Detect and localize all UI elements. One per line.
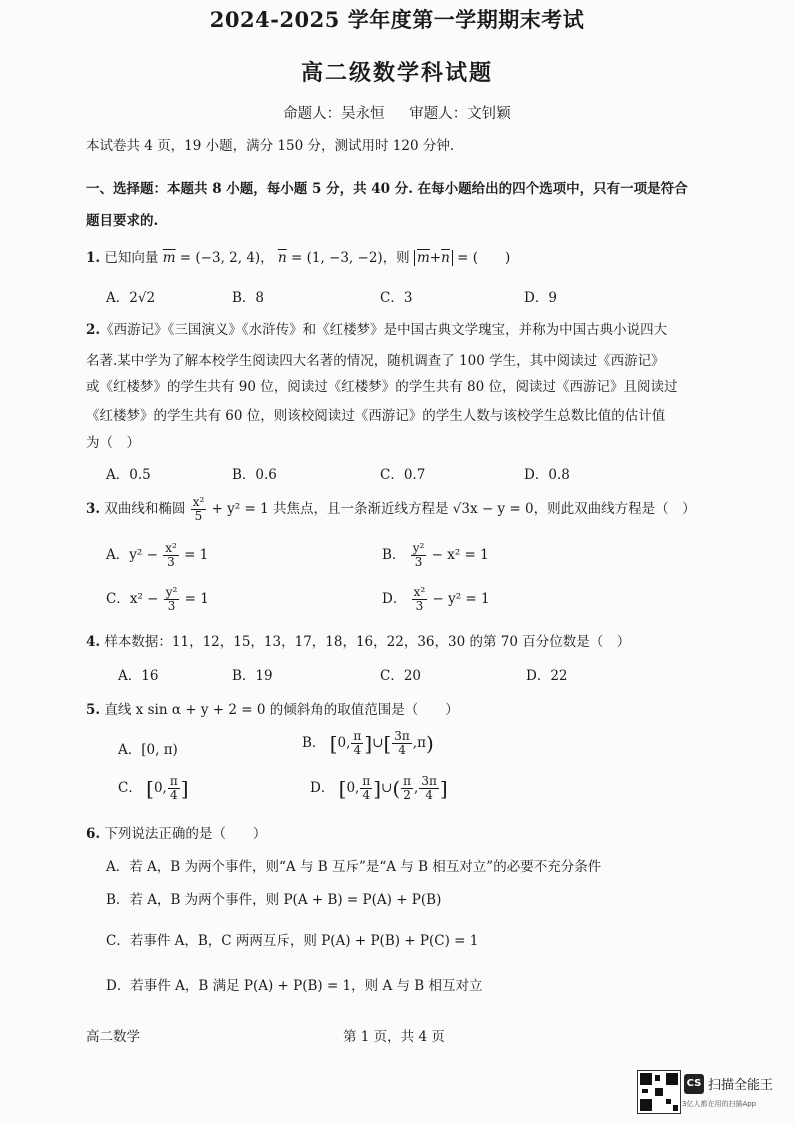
q3-c-pre: x² − [129,591,159,607]
q3-c-num: y² [165,585,178,599]
q6-number: 6. [86,826,101,842]
q5-option-d: D． [0, $\frac{\pi}{4}$ ]∪( $\frac{\pi}{2}$ , $\frac{3\pi}{4}$ ] [310,774,448,802]
q5-c-zero: 0 [153,780,163,796]
q5-d-f3-num: 3π [421,774,437,788]
camscanner-logo: CS [684,1074,704,1094]
camscanner-tagline: 3亿人都在用的扫描App [682,1100,757,1108]
q4-text: 样本数据：11，12，15，13，17，18，16，22，36，30 的第 70 百分位数是（ ） [104,634,631,650]
q5-d-f2-den: 2 [403,788,411,802]
q5-text: 直线 x sin α + y + 2 = 0 的倾斜角的取值范围是（ ） [104,702,459,718]
q3-d-den: 3 [415,599,424,613]
q5-d-frac-1 [360,775,372,802]
q2-number: 2. [86,322,101,338]
q3-d-post: − y² = 1 [432,591,490,607]
q2-line-1: 《西游记》《三国演义》《水浒传》和《红楼梦》是中国古典文学瑰宝，并称为中国古典小说四大 [100,322,668,338]
q1-text-a: 已知向量 [104,250,159,266]
q5-b-pi: π [417,735,426,751]
q3-c-den: 3 [167,599,176,613]
q5-b-f1-num: π [353,729,362,743]
q5-d-frac-2 [401,775,413,802]
footer-subject: 高二数学 [86,1029,140,1045]
q1-number: 1. [86,250,101,266]
q5-b-lbracket-2: [ [383,731,392,756]
q3-option-c [106,586,209,613]
q5-d-zero: 0 [346,780,356,796]
q5-d-label: D． [310,780,335,796]
q5-c-label: C． [118,780,142,796]
q6-option-a: A．若 A，B 为两个事件，则“A 与 B 互斥”是“A 与 B 相互对立”的必要不充分条件 [106,859,602,875]
q5-d-rbracket-2: ] [439,776,448,801]
q3-d-frac [412,586,428,613]
question-1 [86,246,510,266]
q3-b-label: B． [382,547,406,563]
q5-d-frac-3 [419,775,439,802]
q5-b-f1-den: 4 [353,743,362,757]
q5-number: 5. [86,702,101,718]
q5-c-rbracket: ] [180,776,189,801]
q5-option-a: A．[0, π) [118,742,178,758]
q1-vector-m: $\overline{m}$ [162,250,176,266]
q5-b-rparen: ) [425,731,434,756]
q1-norm-m: $\overline{m}$ [416,250,430,266]
q5-option-c: C． [0, $\frac{\pi}{4}$ ] [118,774,189,802]
authors-line [0,102,794,123]
q2-line-5: 为（ ） [86,435,140,451]
q2-option-b: B．0.6 [232,467,277,483]
q1-norm-n: $\overline{n}$ [441,250,450,266]
footer-page-number: 第 1 页，共 4 页 [343,1029,445,1045]
subject-title: 高二级数学科试题 [300,60,493,86]
q5-d-f2-num: π [403,774,412,788]
q1-option-c: C．3 [380,290,413,306]
q5-b-f2-den: 4 [398,743,406,757]
q3-c-post: = 1 [184,591,209,607]
q5-b-label: B． [302,735,326,751]
q2-line-3: 或《红楼梦》的学生共有 90 位，阅读过《红楼梦》的学生共有 80 位，阅读过《西游记》且阅读过 [86,379,678,395]
q3-c-frac [164,586,180,613]
q3-d-label: D． [382,591,407,607]
q2-option-a: A．0.5 [106,467,151,483]
q3-option-b [382,542,489,569]
q3-a-den: 3 [167,555,175,569]
q3-text-a: 双曲线和椭圆 [104,501,186,517]
q6-option-c: C．若事件 A，B，C 两两互斥，则 P(A) + P(B) + P(C) = 1 [106,933,479,949]
q1-text-b: = (−3, 2, 4)， [179,250,274,266]
q5-b-f2-num: 3π [394,729,410,743]
q1-text-c: = (1, −3, −2)，则 [290,250,410,266]
q4-option-b: B．19 [232,668,273,684]
question-5 [86,698,459,718]
q5-c-frac [168,775,180,802]
exam-title: 2024-2025 学年度第一学期期末考试 [209,7,585,32]
q4-number: 4. [86,634,101,650]
q2-option-c: C．0.7 [380,467,426,483]
q1-norm: $\overline{m}+\overline{n}$ [414,250,453,266]
qr-code-icon [637,1070,681,1114]
q5-d-f1-num: π [362,774,371,788]
q3-a-frac [163,542,179,569]
q3-b-post: − x² = 1 [431,547,489,563]
q5-b-rbracket-1: ] [364,731,373,756]
q5-b-frac-1 [351,730,363,757]
q5-b-zero: 0 [337,735,347,751]
q5-c-lbracket: [ [146,776,154,801]
q5-d-rbracket-1: ] [373,776,382,801]
q5-c-num: π [169,774,178,788]
q3-ellipse-fraction [191,496,207,523]
q5-d-f3-den: 4 [425,788,433,802]
q5-b-frac-2 [392,730,412,757]
q5-d-f1-den: 4 [362,788,371,802]
q3-a-post: = 1 [184,547,209,563]
q3-frac-num: x² [192,495,205,509]
exam-intro: 本试卷共 4 页，19 小题，满分 150 分，测试用时 120 分钟. [86,138,455,154]
q3-option-a [106,542,208,569]
camscanner-name: 扫描全能王 [708,1078,774,1093]
q3-c-label: C． [106,591,130,607]
q5-b-lbracket-1: [ [329,731,338,756]
q1-text-d: = ( ) [457,250,511,266]
question-2 [86,318,667,338]
q3-option-d [382,586,490,613]
section1-heading: 一、选择题：本题共 8 小题，每小题 5 分，共 40 分. 在每小题给出的四个选项中，只有一项是符合 [86,181,688,197]
q3-frac-den: 5 [194,509,203,523]
q1-option-d: D．9 [524,290,557,306]
q3-a-num: x² [165,541,177,555]
q6-text: 下列说法正确的是（ ） [104,826,267,842]
q3-d-num: x² [413,585,426,599]
q1-option-b: B．8 [232,290,265,306]
section1-heading-cont: 题目要求的. [86,213,159,229]
q3-a-pre: y² − [129,547,158,563]
q3-b-frac [411,542,427,569]
q3-b-num: y² [412,541,425,555]
question-3 [86,496,696,523]
q2-line-2: 名著.某中学为了解本校学生阅读四大名著的情况，随机调查了 100 学生，其中阅读过《西游记》 [86,353,665,369]
q1-vector-n: $\overline{n}$ [277,250,287,266]
q6-option-b: B．若 A，B 为两个事件，则 P(A + B) = P(A) + P(B) [106,892,442,908]
question-4 [86,630,630,650]
q4-option-a: A．16 [118,668,159,684]
q4-option-c: C．20 [380,668,422,684]
question-6 [86,822,266,842]
q2-line-4: 《红楼梦》的学生共有 60 位，则该校阅读过《西游记》的学生人数与该校学生总数比值的估计值 [86,408,666,424]
setter: 命题人：吴永恒 [283,106,385,122]
reviewer: 审题人：文钊颖 [409,106,511,122]
q4-option-d: D．22 [526,668,568,684]
q5-c-den: 4 [169,788,178,802]
q5-option-b: B． [0, $\frac{\pi}{4}$ ]∪[ $\frac{3\pi}{4}$ ,π) [302,729,434,757]
q6-option-d: D．若事件 A，B 满足 P(A) + P(B) = 1，则 A 与 B 相互对立 [106,978,483,994]
q5-d-lbracket-1: [ [338,776,347,801]
q1-option-a: A．2√2 [106,290,156,306]
q3-a-label: A． [106,547,130,563]
q5-d-lparen: ( [392,776,401,801]
q2-option-d: D．0.8 [524,467,570,483]
q3-text-b: + y² = 1 共焦点，且一条渐近线方程是 √3x − y = 0，则此双曲线方程是（ ） [211,501,696,517]
q3-b-den: 3 [414,555,423,569]
q3-number: 3. [86,501,101,517]
